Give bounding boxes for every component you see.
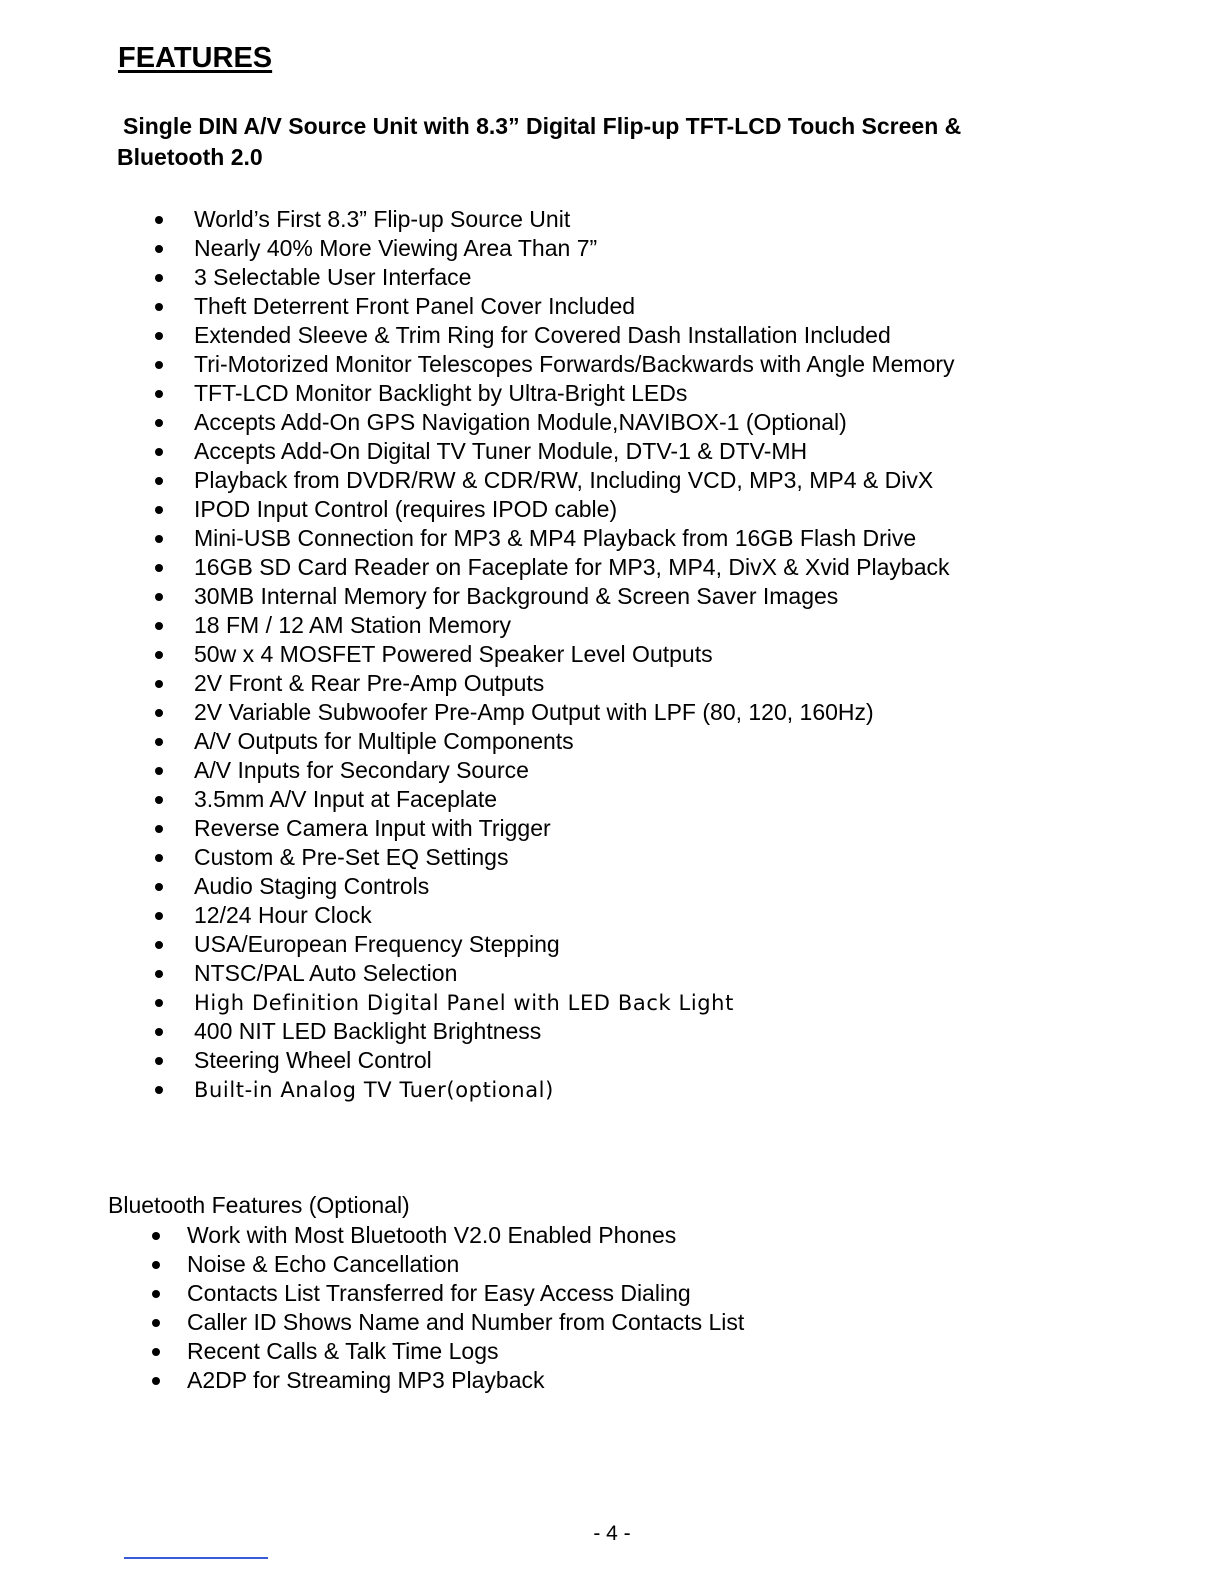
feature-text: Audio Staging Controls bbox=[194, 873, 430, 899]
feature-text: Built-in Analog TV Tuer(optional) bbox=[194, 1078, 554, 1102]
bullet-icon bbox=[152, 1290, 160, 1298]
feature-item bbox=[150, 1017, 1190, 1046]
feature-item bbox=[150, 901, 1190, 930]
bullet-icon bbox=[155, 535, 163, 543]
bullet-icon bbox=[155, 332, 163, 340]
feature-item bbox=[150, 727, 1190, 756]
bullet-icon bbox=[155, 1028, 163, 1036]
feature-item bbox=[150, 524, 1190, 553]
bluetooth-feature-text: Recent Calls & Talk Time Logs bbox=[187, 1338, 499, 1364]
feature-text: Playback from DVDR/RW & CDR/RW, Including VCD, MP3, MP4 & DivX bbox=[194, 467, 934, 493]
bullet-icon bbox=[155, 854, 163, 862]
feature-item bbox=[150, 321, 1190, 350]
feature-text: IPOD Input Control (requires IPOD cable) bbox=[194, 496, 618, 522]
feature-item bbox=[150, 1075, 1190, 1104]
bluetooth-feature-text: Work with Most Bluetooth V2.0 Enabled Phones bbox=[187, 1222, 677, 1248]
bluetooth-feature-item bbox=[144, 1308, 1144, 1337]
feature-text: 3.5mm A/V Input at Faceplate bbox=[194, 786, 497, 812]
bullet-icon bbox=[155, 796, 163, 804]
bullet-icon bbox=[155, 564, 163, 572]
bullet-icon bbox=[155, 274, 163, 282]
bullet-icon bbox=[155, 970, 163, 978]
feature-item bbox=[150, 756, 1190, 785]
feature-item bbox=[150, 292, 1190, 321]
feature-item bbox=[150, 466, 1190, 495]
feature-text: 16GB SD Card Reader on Faceplate for MP3, MP4, DivX & Xvid Playback bbox=[194, 554, 950, 580]
feature-text: 50w x 4 MOSFET Powered Speaker Level Outputs bbox=[194, 641, 713, 667]
feature-item bbox=[150, 205, 1190, 234]
feature-text: TFT-LCD Monitor Backlight by Ultra-Bright LEDs bbox=[194, 380, 688, 406]
bullet-icon bbox=[155, 477, 163, 485]
feature-item bbox=[150, 930, 1190, 959]
feature-item bbox=[150, 988, 1190, 1017]
features-list bbox=[150, 205, 1190, 1104]
bullet-icon bbox=[155, 883, 163, 891]
bullet-icon bbox=[155, 738, 163, 746]
bullet-icon bbox=[155, 216, 163, 224]
bullet-icon bbox=[155, 709, 163, 717]
bullet-icon bbox=[155, 912, 163, 920]
bluetooth-features-list bbox=[144, 1221, 1144, 1395]
bullet-icon bbox=[155, 680, 163, 688]
bullet-icon bbox=[155, 825, 163, 833]
feature-item bbox=[150, 350, 1190, 379]
feature-item bbox=[150, 408, 1190, 437]
bullet-icon bbox=[155, 941, 163, 949]
page-number: - 4 - bbox=[593, 1522, 631, 1545]
bullet-icon bbox=[152, 1232, 160, 1240]
bluetooth-feature-text: Caller ID Shows Name and Number from Contacts List bbox=[187, 1309, 745, 1335]
bullet-icon bbox=[155, 303, 163, 311]
feature-item bbox=[150, 959, 1190, 988]
bullet-icon bbox=[155, 767, 163, 775]
feature-text: 400 NIT LED Backlight Brightness bbox=[194, 1018, 542, 1044]
feature-item bbox=[150, 669, 1190, 698]
bluetooth-feature-text: Contacts List Transferred for Easy Access Dialing bbox=[187, 1280, 691, 1306]
bluetooth-feature-item bbox=[144, 1337, 1144, 1366]
bullet-icon bbox=[152, 1377, 160, 1385]
subtitle-line-1: Single DIN A/V Source Unit with 8.3” Digital Flip-up TFT-LCD Touch Screen & bbox=[123, 113, 962, 139]
feature-item bbox=[150, 1046, 1190, 1075]
feature-item bbox=[150, 843, 1190, 872]
feature-item bbox=[150, 582, 1190, 611]
feature-text: Reverse Camera Input with Trigger bbox=[194, 815, 551, 841]
bullet-icon bbox=[155, 448, 163, 456]
feature-text: Theft Deterrent Front Panel Cover Included bbox=[194, 293, 636, 319]
bullet-icon bbox=[152, 1319, 160, 1327]
bullet-icon bbox=[155, 651, 163, 659]
bluetooth-feature-text: A2DP for Streaming MP3 Playback bbox=[187, 1367, 545, 1393]
feature-text: Steering Wheel Control bbox=[194, 1047, 432, 1073]
feature-text: Tri-Motorized Monitor Telescopes Forwards/Backwards with Angle Memory bbox=[194, 351, 955, 377]
feature-item bbox=[150, 872, 1190, 901]
bluetooth-feature-item bbox=[144, 1279, 1144, 1308]
bullet-icon bbox=[155, 1057, 163, 1065]
bullet-icon bbox=[155, 622, 163, 630]
bullet-icon bbox=[155, 506, 163, 514]
feature-text: 2V Front & Rear Pre-Amp Outputs bbox=[194, 670, 545, 696]
subtitle-line-2: Bluetooth 2.0 bbox=[117, 144, 263, 170]
feature-text: Mini-USB Connection for MP3 & MP4 Playback from 16GB Flash Drive bbox=[194, 525, 917, 551]
bullet-icon bbox=[155, 361, 163, 369]
feature-item bbox=[150, 553, 1190, 582]
footer-rule bbox=[124, 1557, 268, 1559]
bullet-icon bbox=[155, 999, 163, 1007]
feature-text: Custom & Pre-Set EQ Settings bbox=[194, 844, 509, 870]
feature-text: 30MB Internal Memory for Background & Screen Saver Images bbox=[194, 583, 839, 609]
feature-text: A/V Inputs for Secondary Source bbox=[194, 757, 529, 783]
feature-item bbox=[150, 263, 1190, 292]
feature-text: Accepts Add-On GPS Navigation Module,NAVIBOX-1 (Optional) bbox=[194, 409, 847, 435]
feature-item bbox=[150, 814, 1190, 843]
bluetooth-section-title: Bluetooth Features (Optional) bbox=[108, 1192, 410, 1218]
feature-text: World’s First 8.3” Flip-up Source Unit bbox=[194, 206, 571, 232]
feature-text: 12/24 Hour Clock bbox=[194, 902, 372, 928]
feature-item bbox=[150, 785, 1190, 814]
bluetooth-feature-item bbox=[144, 1221, 1144, 1250]
bullet-icon bbox=[155, 593, 163, 601]
feature-item bbox=[150, 437, 1190, 466]
feature-text: Accepts Add-On Digital TV Tuner Module, DTV-1 & DTV-MH bbox=[194, 438, 808, 464]
bluetooth-feature-item bbox=[144, 1250, 1144, 1279]
feature-item bbox=[150, 379, 1190, 408]
bullet-icon bbox=[152, 1348, 160, 1356]
feature-text: 18 FM / 12 AM Station Memory bbox=[194, 612, 512, 638]
bullet-icon bbox=[155, 1086, 163, 1094]
feature-item bbox=[150, 698, 1190, 727]
product-subtitle bbox=[117, 111, 1037, 173]
feature-text: Nearly 40% More Viewing Area Than 7” bbox=[194, 235, 598, 261]
bullet-icon bbox=[152, 1261, 160, 1269]
bullet-icon bbox=[155, 245, 163, 253]
feature-text: USA/European Frequency Stepping bbox=[194, 931, 560, 957]
feature-item bbox=[150, 495, 1190, 524]
feature-text: NTSC/PAL Auto Selection bbox=[194, 960, 458, 986]
bluetooth-feature-text: Noise & Echo Cancellation bbox=[187, 1251, 460, 1277]
feature-text: 3 Selectable User Interface bbox=[194, 264, 472, 290]
page-heading: FEATURES bbox=[118, 42, 273, 74]
feature-item bbox=[150, 611, 1190, 640]
bullet-icon bbox=[155, 419, 163, 427]
feature-text: Extended Sleeve & Trim Ring for Covered Dash Installation Included bbox=[194, 322, 891, 348]
bluetooth-feature-item bbox=[144, 1366, 1144, 1395]
feature-text: A/V Outputs for Multiple Components bbox=[194, 728, 574, 754]
feature-item bbox=[150, 234, 1190, 263]
feature-text: High Definition Digital Panel with LED Back Light bbox=[194, 991, 734, 1015]
bullet-icon bbox=[155, 390, 163, 398]
feature-text: 2V Variable Subwoofer Pre-Amp Output with LPF (80, 120, 160Hz) bbox=[194, 699, 874, 725]
feature-item bbox=[150, 640, 1190, 669]
